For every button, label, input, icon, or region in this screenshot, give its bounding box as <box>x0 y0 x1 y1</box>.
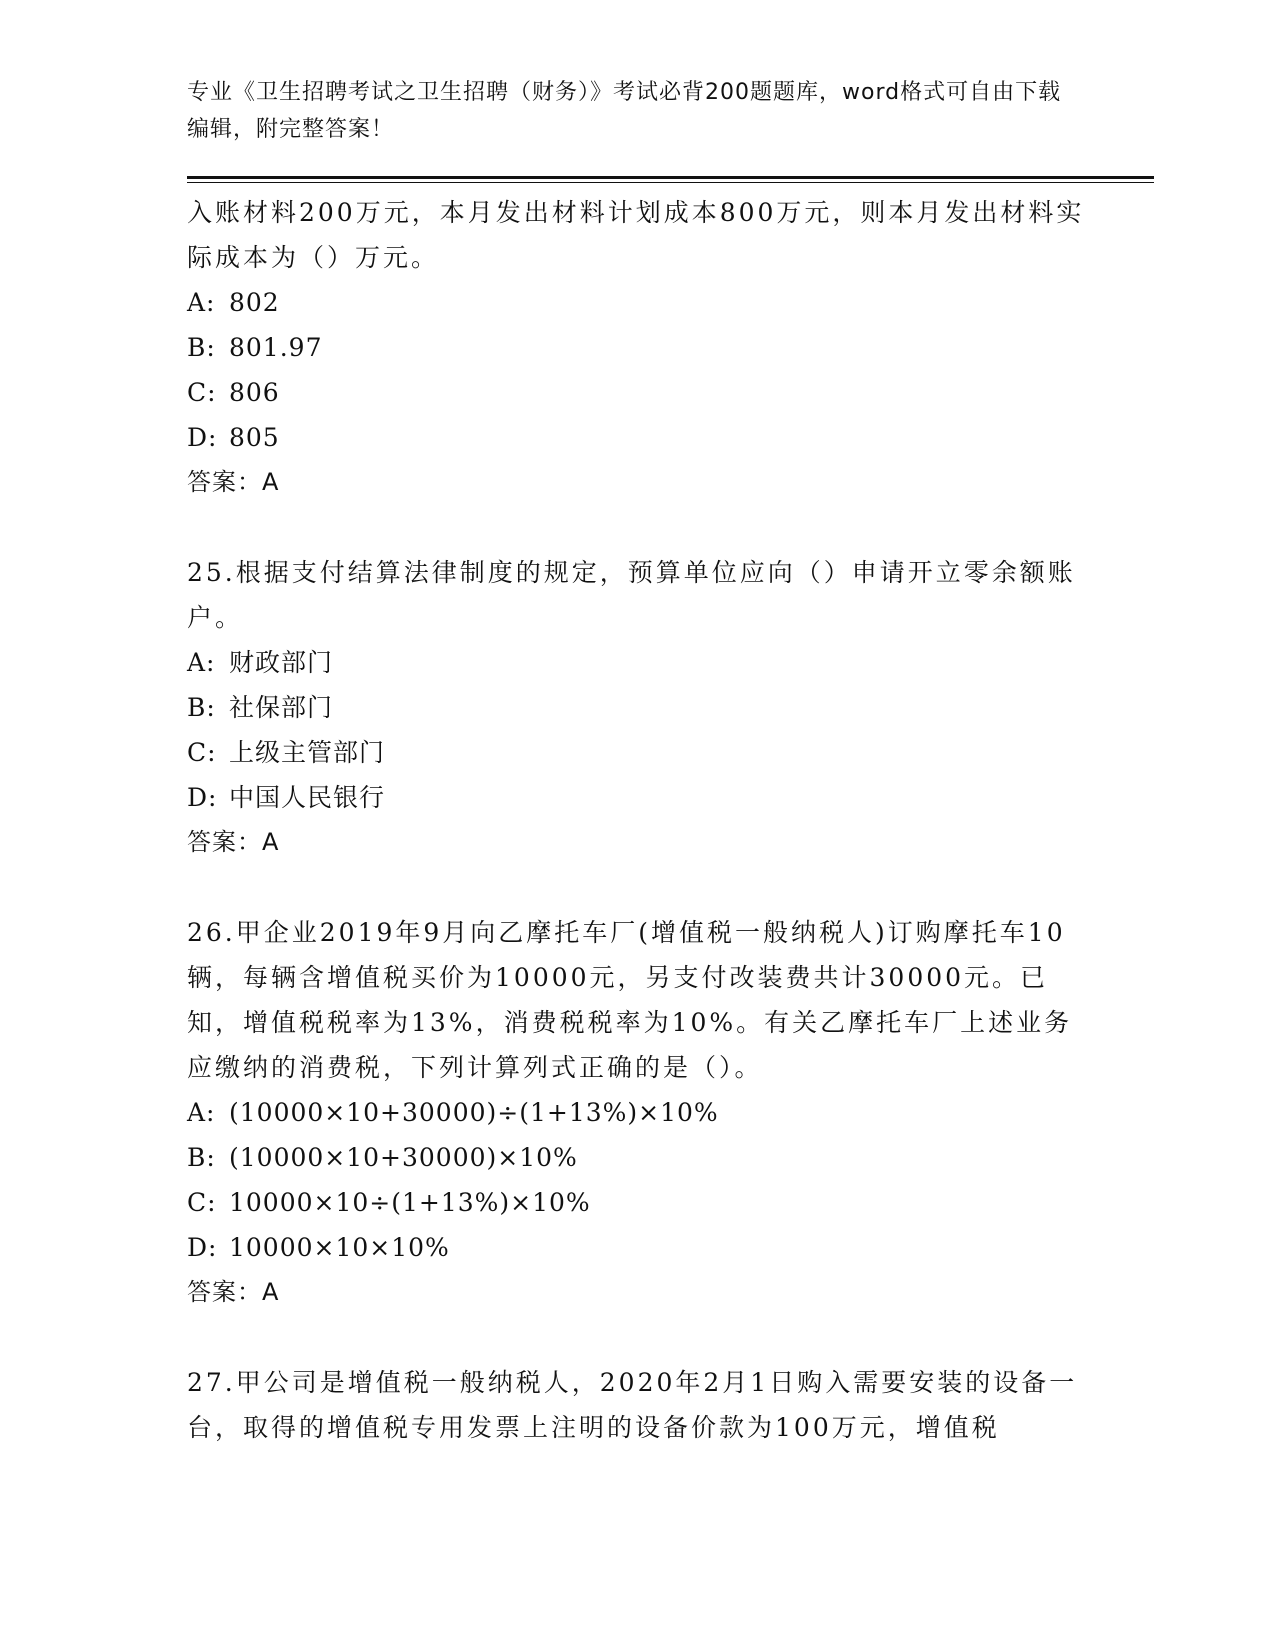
option-letter: D: <box>187 783 218 812</box>
option-b <box>187 325 1087 370</box>
option-text: 上级主管部门 <box>229 738 386 767</box>
option-b <box>187 1135 1087 1180</box>
option-d <box>187 415 1087 460</box>
question-26 <box>187 910 1087 1315</box>
option-letter: C: <box>187 1188 217 1217</box>
answer-line: 答案：A <box>187 1278 280 1306</box>
option-c <box>187 730 1087 775</box>
option-text: 10000×10×10% <box>229 1233 450 1262</box>
option-c <box>187 370 1087 415</box>
option-letter: A: <box>187 288 216 317</box>
option-text: 805 <box>229 423 280 452</box>
option-text: 社保部门 <box>229 693 334 722</box>
option-text: 中国人民银行 <box>229 783 386 812</box>
option-text: 10000×10÷(1+13%)×10% <box>229 1188 591 1217</box>
question-list <box>187 190 1087 1450</box>
option-a <box>187 280 1087 325</box>
header-divider-thick <box>187 176 1154 179</box>
answer-line: 答案：A <box>187 828 280 856</box>
option-letter: B: <box>187 333 216 362</box>
option-a <box>187 640 1087 685</box>
option-text: (10000×10+30000)×10% <box>229 1143 578 1172</box>
question-24 <box>187 190 1087 505</box>
question-stem: 26.甲企业2019年9月向乙摩托车厂(增值税一般纳税人)订购摩托车10辆，每辆含增值税买价为10000元，另支付改装费共计30000元。已知，增值税税率为13%，消费税税率为10%。有关乙摩托车厂上述业务应缴纳的消费税，下列计算列式正确的是（）。 <box>187 918 1073 1082</box>
option-letter: B: <box>187 1143 216 1172</box>
option-b <box>187 685 1087 730</box>
answer-line: 答案：A <box>187 468 280 496</box>
option-letter: A: <box>187 1098 216 1127</box>
option-text: 财政部门 <box>229 648 334 677</box>
option-letter: B: <box>187 693 216 722</box>
option-text: 802 <box>229 288 280 317</box>
option-d <box>187 775 1087 820</box>
option-text: 801.97 <box>229 333 323 362</box>
question-stem: 25.根据支付结算法律制度的规定，预算单位应向（）申请开立零余额账户。 <box>187 558 1076 632</box>
option-a <box>187 1090 1087 1135</box>
option-text: 806 <box>229 378 280 407</box>
option-d <box>187 1225 1087 1270</box>
option-text: (10000×10+30000)÷(1+13%)×10% <box>229 1098 719 1127</box>
option-letter: C: <box>187 738 217 767</box>
option-letter: D: <box>187 1233 218 1262</box>
option-letter: C: <box>187 378 217 407</box>
page-header: 专业《卫生招聘考试之卫生招聘（财务）》考试必背200题题库，word格式可自由下载编辑，附完整答案！ <box>187 80 1062 142</box>
option-c <box>187 1180 1087 1225</box>
header-divider-thin <box>187 182 1154 183</box>
question-25 <box>187 550 1087 865</box>
option-letter: D: <box>187 423 218 452</box>
question-stem: 27.甲公司是增值税一般纳税人，2020年2月1日购入需要安装的设备一台，取得的增值税专用发票上注明的设备价款为100万元，增值税 <box>187 1368 1078 1442</box>
option-letter: A: <box>187 648 216 677</box>
question-27 <box>187 1360 1087 1450</box>
question-stem: 入账材料200万元，本月发出材料计划成本800万元，则本月发出材料实际成本为（）万元。 <box>187 198 1085 272</box>
